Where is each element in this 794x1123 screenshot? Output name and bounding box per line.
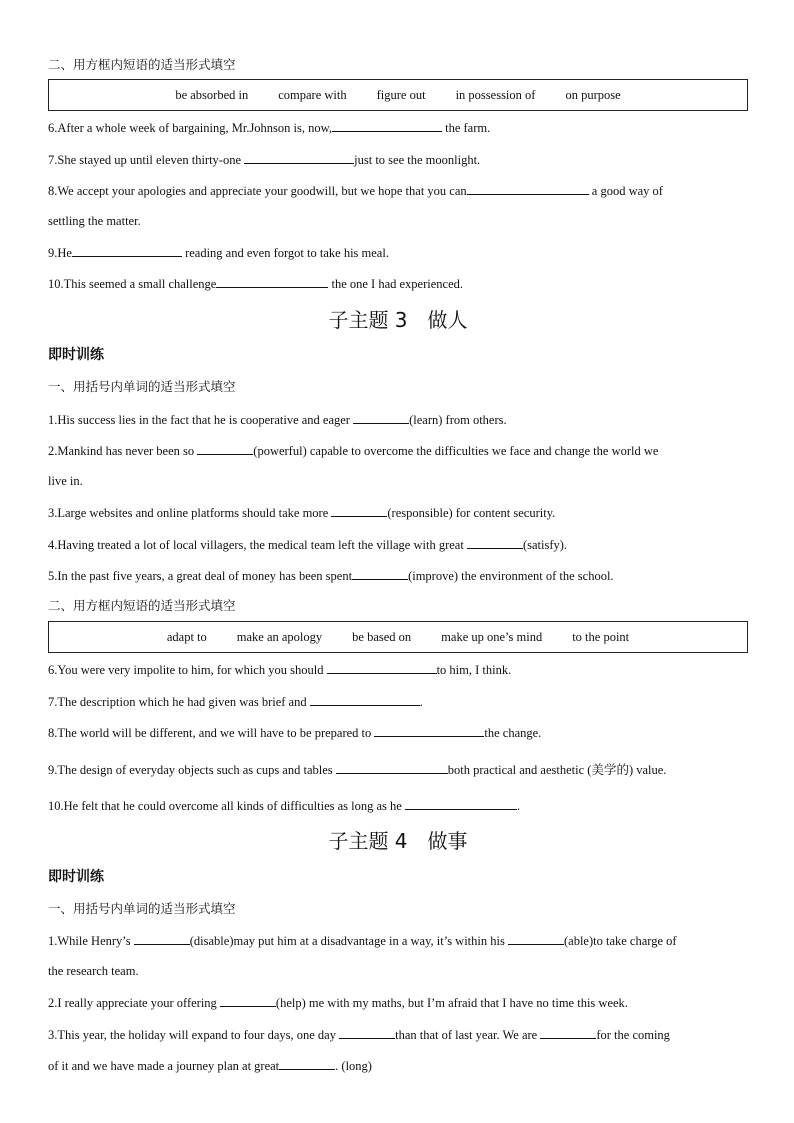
question-6: 6.After a whole week of bargaining, Mr.Johnson is, now, the farm. bbox=[48, 121, 491, 135]
question-8-cont: settling the matter. bbox=[48, 214, 141, 228]
answer-blank[interactable] bbox=[352, 567, 408, 580]
phrase: make an apology bbox=[236, 629, 323, 644]
section-heading-phrases: 二、用方框内短语的适当形式填空 bbox=[48, 57, 236, 72]
phrase: be based on bbox=[352, 629, 412, 644]
answer-blank[interactable] bbox=[331, 504, 387, 517]
answer-blank[interactable] bbox=[508, 932, 564, 945]
phrase: make up one’s mind bbox=[441, 629, 543, 644]
answer-blank[interactable] bbox=[244, 151, 354, 164]
answer-blank[interactable] bbox=[405, 797, 517, 810]
question-1-cont: the research team. bbox=[48, 964, 139, 978]
question-3: 3.Large websites and online platforms should take more (responsible) for content security. bbox=[48, 506, 556, 520]
answer-blank[interactable] bbox=[336, 761, 448, 774]
section-heading-words: 一、用括号内单词的适当形式填空 bbox=[48, 901, 236, 916]
question-1: 1.While Henry’s (disable)may put him at a disadvantage in a way, it’s within his (able)to take charge of bbox=[48, 934, 677, 948]
answer-blank[interactable] bbox=[279, 1057, 335, 1070]
phrase: compare with bbox=[278, 87, 347, 102]
phrase: on purpose bbox=[565, 87, 621, 102]
question-2: 2.I really appreciate your offering (help) me with my maths, but I’m afraid that I have no time this week. bbox=[48, 996, 628, 1010]
question-1: 1.His success lies in the fact that he is cooperative and eager (learn) from others. bbox=[48, 413, 507, 427]
answer-blank[interactable] bbox=[467, 536, 523, 549]
question-8: 8.The world will be different, and we will have to be prepared to the change. bbox=[48, 726, 542, 740]
question-10: 10.This seemed a small challenge the one I had experienced. bbox=[48, 277, 464, 291]
question-10: 10.He felt that he could overcome all kinds of difficulties as long as he . bbox=[48, 799, 521, 813]
answer-blank[interactable] bbox=[374, 724, 484, 737]
question-4: 4.Having treated a lot of local villagers, the medical team left the village with great (satisfy). bbox=[48, 538, 568, 552]
question-7: 7.The description which he had given was brief and . bbox=[48, 695, 423, 709]
answer-blank[interactable] bbox=[327, 661, 437, 674]
answer-blank[interactable] bbox=[353, 411, 409, 424]
question-5: 5.In the past five years, a great deal of money has been spent (improve) the environment of the school. bbox=[48, 569, 614, 583]
practice-label: 即时训练 bbox=[48, 347, 104, 363]
phrase-box bbox=[48, 621, 748, 653]
section-heading-phrases: 二、用方框内短语的适当形式填空 bbox=[48, 598, 236, 613]
answer-blank[interactable] bbox=[310, 693, 420, 706]
phrase: in possession of bbox=[455, 87, 536, 102]
question-3-cont: of it and we have made a journey plan at great . (long) bbox=[48, 1059, 372, 1073]
question-7: 7.She stayed up until eleven thirty-one just to see the moonlight. bbox=[48, 153, 481, 167]
phrase: figure out bbox=[376, 87, 426, 102]
phrase: to the point bbox=[572, 629, 630, 644]
question-9: 9.He reading and even forgot to take his meal. bbox=[48, 246, 389, 260]
answer-blank[interactable] bbox=[197, 442, 253, 455]
practice-label: 即时训练 bbox=[48, 869, 104, 885]
question-3: 3.This year, the holiday will expand to four days, one day than that of last year. We are for the coming bbox=[48, 1028, 670, 1042]
question-6: 6.You were very impolite to him, for which you should to him, I think. bbox=[48, 663, 512, 677]
question-9: 9.The design of everyday objects such as cups and tables both practical and aesthetic (美学的) value. bbox=[48, 763, 667, 777]
answer-blank[interactable] bbox=[332, 119, 442, 132]
answer-blank[interactable] bbox=[339, 1026, 395, 1039]
answer-blank[interactable] bbox=[467, 182, 589, 195]
phrase-box bbox=[48, 79, 748, 111]
phrase: adapt to bbox=[166, 629, 207, 644]
answer-blank[interactable] bbox=[220, 994, 276, 1007]
phrase: be absorbed in bbox=[175, 87, 249, 102]
answer-blank[interactable] bbox=[216, 275, 328, 288]
question-8: 8.We accept your apologies and appreciate your goodwill, but we hope that you can a good way of bbox=[48, 184, 663, 198]
section-heading-words: 一、用括号内单词的适当形式填空 bbox=[48, 379, 236, 394]
question-2-cont: live in. bbox=[48, 474, 83, 488]
subtopic-4-title: 子主题 4 做事 bbox=[328, 829, 468, 853]
question-2: 2.Mankind has never been so (powerful) capable to overcome the difficulties we face and change the world we bbox=[48, 444, 659, 458]
answer-blank[interactable] bbox=[72, 244, 182, 257]
subtopic-3-title: 子主题 3 做人 bbox=[328, 308, 468, 332]
answer-blank[interactable] bbox=[540, 1026, 596, 1039]
answer-blank[interactable] bbox=[134, 932, 190, 945]
